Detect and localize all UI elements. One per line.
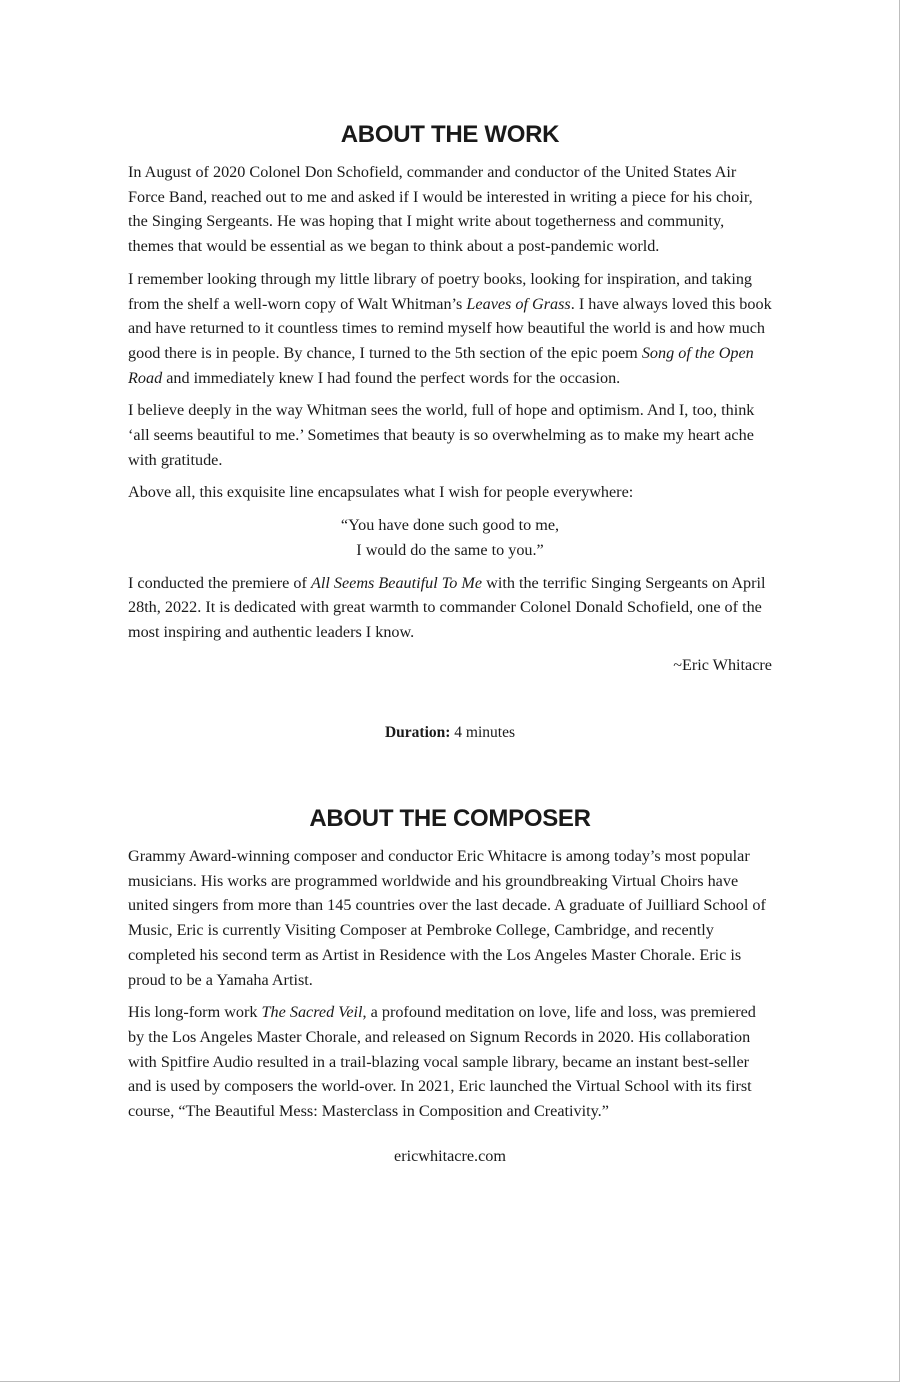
paragraph-text: I remember looking through my little library of poetry books, looking for inspiration, and taking from the shelf a well-worn copy of Walt Whitman’s bbox=[128, 269, 753, 313]
work-title: All Seems Beautiful To Me bbox=[310, 573, 483, 592]
paragraph-text: and immediately knew I had found the perfect words for the occasion. bbox=[162, 368, 621, 387]
page-content bbox=[128, 118, 772, 1177]
paragraph-text: with the terrific Singing Sergeants on April 28th, 2022. It is dedicated with great warmth to commander Colonel Donald Schofield, one of the most inspiring and authentic leaders I know. bbox=[128, 573, 766, 641]
about-work-paragraph-3: I believe deeply in the way Whitman sees the world, full of hope and optimism. And I, too, think ‘all seems beautiful to me.’ Sometimes that beauty is so overwhelming as to make my heart ache with gratitude. bbox=[128, 401, 755, 469]
website-url: ericwhitacre.com bbox=[394, 1146, 506, 1165]
duration-label: Duration: bbox=[384, 724, 451, 742]
about-composer-heading: ABOUT THE COMPOSER bbox=[309, 805, 591, 833]
about-work-paragraph-2 bbox=[128, 267, 772, 391]
quote-line-2: I would do the same to you.” bbox=[356, 540, 544, 559]
duration-line bbox=[128, 721, 772, 746]
duration-value: 4 minutes bbox=[450, 724, 516, 742]
paragraph-text: I conducted the premiere of bbox=[128, 573, 311, 592]
book-title: Leaves of Grass bbox=[466, 294, 571, 313]
about-work-heading: ABOUT THE WORK bbox=[340, 121, 560, 148]
quote-line-1: “You have done such good to me, bbox=[340, 516, 560, 535]
about-composer-paragraph-1: Grammy Award-winning composer and conductor Eric Whitacre is among today’s most popular musicians. His works are programmed worldwide and his groundbreaking Virtual Choirs have united singers from more than 145 countries over the last decade. A graduate of Juilliard School of Music, Eric is currently Visiting Composer at Pembroke College, Cambridge, and recently completed his second term as Artist in Residence with the Los Angeles Master Chorale. Eric is proud to be a Yamaha Artist. bbox=[128, 847, 766, 989]
work-title: The Sacred Veil bbox=[261, 1003, 363, 1022]
paragraph-text: . I have always loved this book and have returned to it countless times to remind myself how beautiful the world is and how much good there is in people. By chance, I turned to the 5th section of the epic poem bbox=[128, 294, 772, 362]
whitman-quote bbox=[128, 513, 772, 562]
poem-title: Song of the Open Road bbox=[128, 343, 754, 387]
paragraph-text: , a profound meditation on love, life and loss, was premiered by the Los Angeles Master Chorale, and released on Signum Records in 2020. His collaboration with Spitfire Audio resulted in a trail-blazing vocal sample library, became an instant best-seller and is used by composers the world-over. In 2021, Eric launched the Virtual School with its first course, “The Beautiful Mess: Masterclass in Composition and Creativity.” bbox=[128, 1003, 756, 1121]
about-work-paragraph-4: Above all, this exquisite line encapsulates what I wish for people everywhere: bbox=[128, 483, 634, 502]
signature: ~Eric Whitacre bbox=[673, 655, 772, 674]
paragraph-text: His long-form work bbox=[128, 1003, 262, 1022]
about-composer-paragraph-2 bbox=[128, 1000, 772, 1124]
about-work-paragraph-1: In August of 2020 Colonel Don Schofield, commander and conductor of the United States Air Force Band, reached out to me and asked if I would be interested in writing a piece for his choir, the Singing Sergeants. He was hoping that I might write about togetherness and community, themes that would be essential as we began to think about a post-pandemic world. bbox=[128, 163, 753, 256]
about-work-paragraph-5 bbox=[128, 571, 772, 645]
